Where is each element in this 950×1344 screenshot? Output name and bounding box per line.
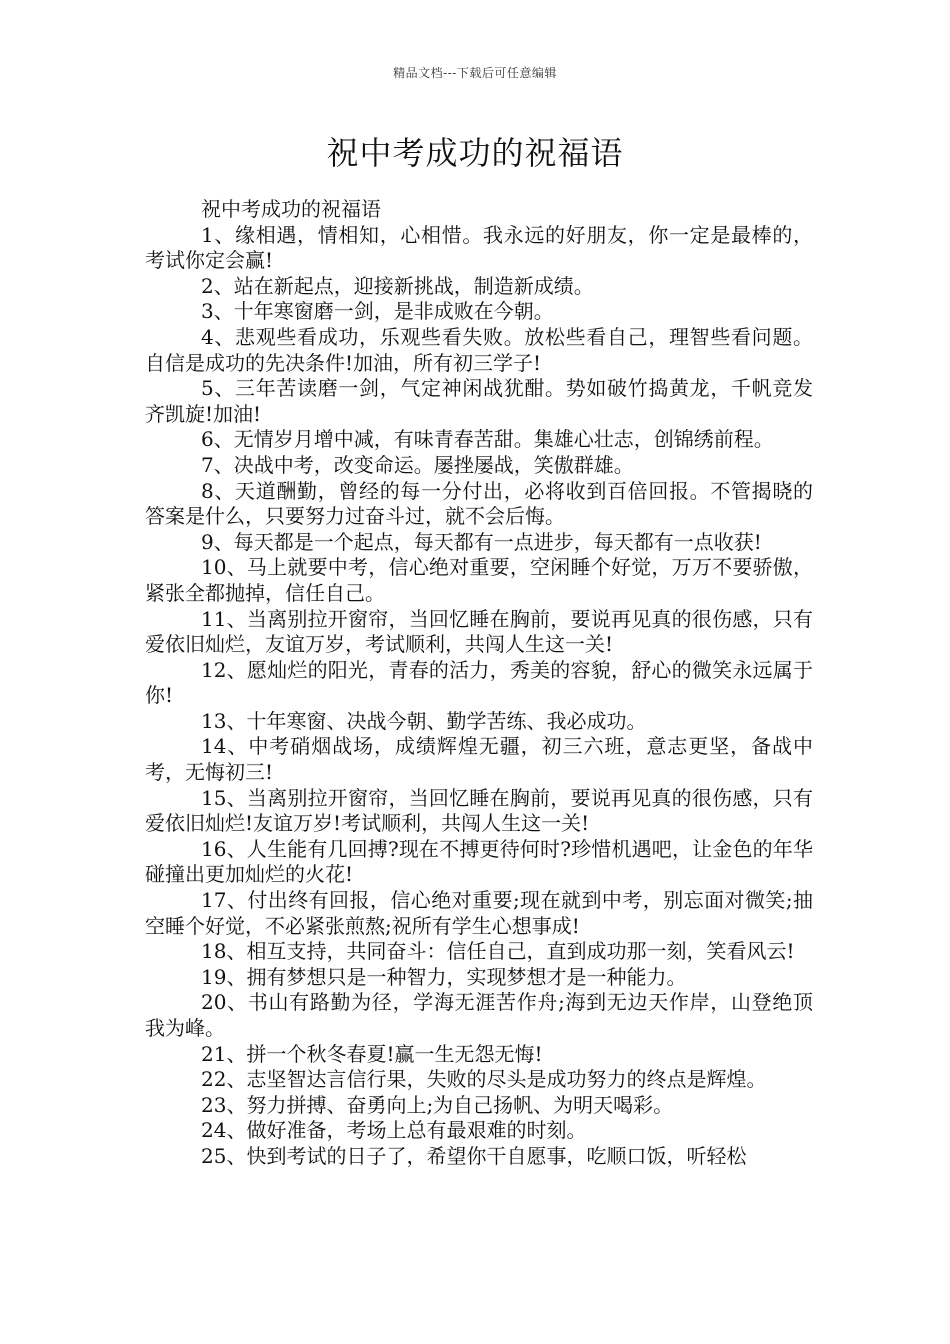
paragraph: 3、十年寒窗磨一剑，是非成败在今朝。: [201, 299, 554, 324]
document-body: [145, 197, 813, 1170]
paragraph: 9、每天都是一个起点，每天都有一点进步，每天都有一点收获!: [201, 529, 762, 554]
paragraph: 22、志坚智达言信行果，失败的尽头是成功努力的终点是辉煌。: [201, 1067, 767, 1092]
paragraph: 5、三年苦读磨一剑，气定神闲战犹酣。势如破竹捣黄龙，千帆竞发齐凯旋!加油!: [145, 376, 813, 426]
header-note: 精品文档---下载后可任意编辑: [393, 66, 557, 80]
paragraph: 8、天道酬勤，曾经的每一分付出，必将收到百倍回报。不管揭晓的答案是什么，只要努力过奋斗过，就不会后悔。: [145, 478, 813, 529]
paragraph: 1、缘相遇，情相知，心相惜。我永远的好朋友，你一定是最棒的，考试你定会赢!: [145, 222, 813, 273]
paragraph: 21、拼一个秋冬春夏!赢一生无怨无悔!: [201, 1041, 543, 1066]
paragraph: 19、拥有梦想只是一种智力，实现梦想才是一种能力。: [201, 964, 687, 989]
paragraph: 12、愿灿烂的阳光，青春的活力，秀美的容貌，舒心的微笑永远属于你!: [145, 657, 813, 708]
paragraph: 23、努力拼搏、奋勇向上;为自己扬帆、为明天喝彩。: [201, 1092, 674, 1117]
paragraph: 4、悲观些看成功，乐观些看失败。放松些看自己，理智些看问题。自信是成功的先决条件!加油，所有初三学子!: [145, 324, 813, 375]
paragraph: 15、当离别拉开窗帘，当回忆睡在胸前，要说再见真的很伤感，只有爱依旧灿烂!友谊万岁!考试顺利，共闯人生这一关!: [145, 785, 813, 836]
paragraph: 17、付出终有回报，信心绝对重要;现在就到中考，别忘面对微笑;抽空睡个好觉，不必紧张煎熬;祝所有学生心想事成!: [145, 888, 813, 938]
paragraph: 6、无情岁月增中减，有味青春苦甜。集雄心壮志，创锦绣前程。: [201, 427, 774, 452]
paragraph: 7、决战中考，改变命运。屡挫屡战，笑傲群雄。: [201, 452, 634, 477]
paragraph: 24、做好准备，考场上总有最艰难的时刻。: [201, 1118, 587, 1143]
document-title: 祝中考成功的祝福语: [326, 134, 624, 172]
paragraph: 10、马上就要中考，信心绝对重要，空闲睡个好觉，万万不要骄傲，紧张全都抛掉，信任自己。: [145, 555, 813, 605]
paragraph: 20、书山有路勤为径，学海无涯苦作舟;海到无边天作岸，山登绝顶我为峰。: [145, 990, 813, 1040]
paragraph: 13、十年寒窗、决战今朝、勤学苦练、我必成功。: [201, 708, 647, 733]
paragraph: 2、站在新起点，迎接新挑战，制造新成绩。: [201, 273, 594, 298]
paragraph: 16、人生能有几回搏?现在不搏更待何时?珍惜机遇吧，让金色的年华碰撞出更加灿烂的火花!: [145, 836, 813, 887]
paragraph: 11、当离别拉开窗帘，当回忆睡在胸前，要说再见真的很伤感，只有爱依旧灿烂，友谊万岁，考试顺利，共闯人生这一关!: [145, 606, 813, 657]
body-subtitle: 祝中考成功的祝福语: [201, 197, 381, 221]
paragraph: 18、相互支持，共同奋斗：信任自己，直到成功那一刻，笑看风云!: [201, 939, 795, 964]
paragraph: 25、快到考试的日子了，希望你干自愿事，吃顺口饭，听轻松: [201, 1143, 747, 1168]
paragraph: 14、中考硝烟战场，成绩辉煌无疆，初三六班，意志更坚，备战中考，无悔初三!: [145, 734, 813, 785]
